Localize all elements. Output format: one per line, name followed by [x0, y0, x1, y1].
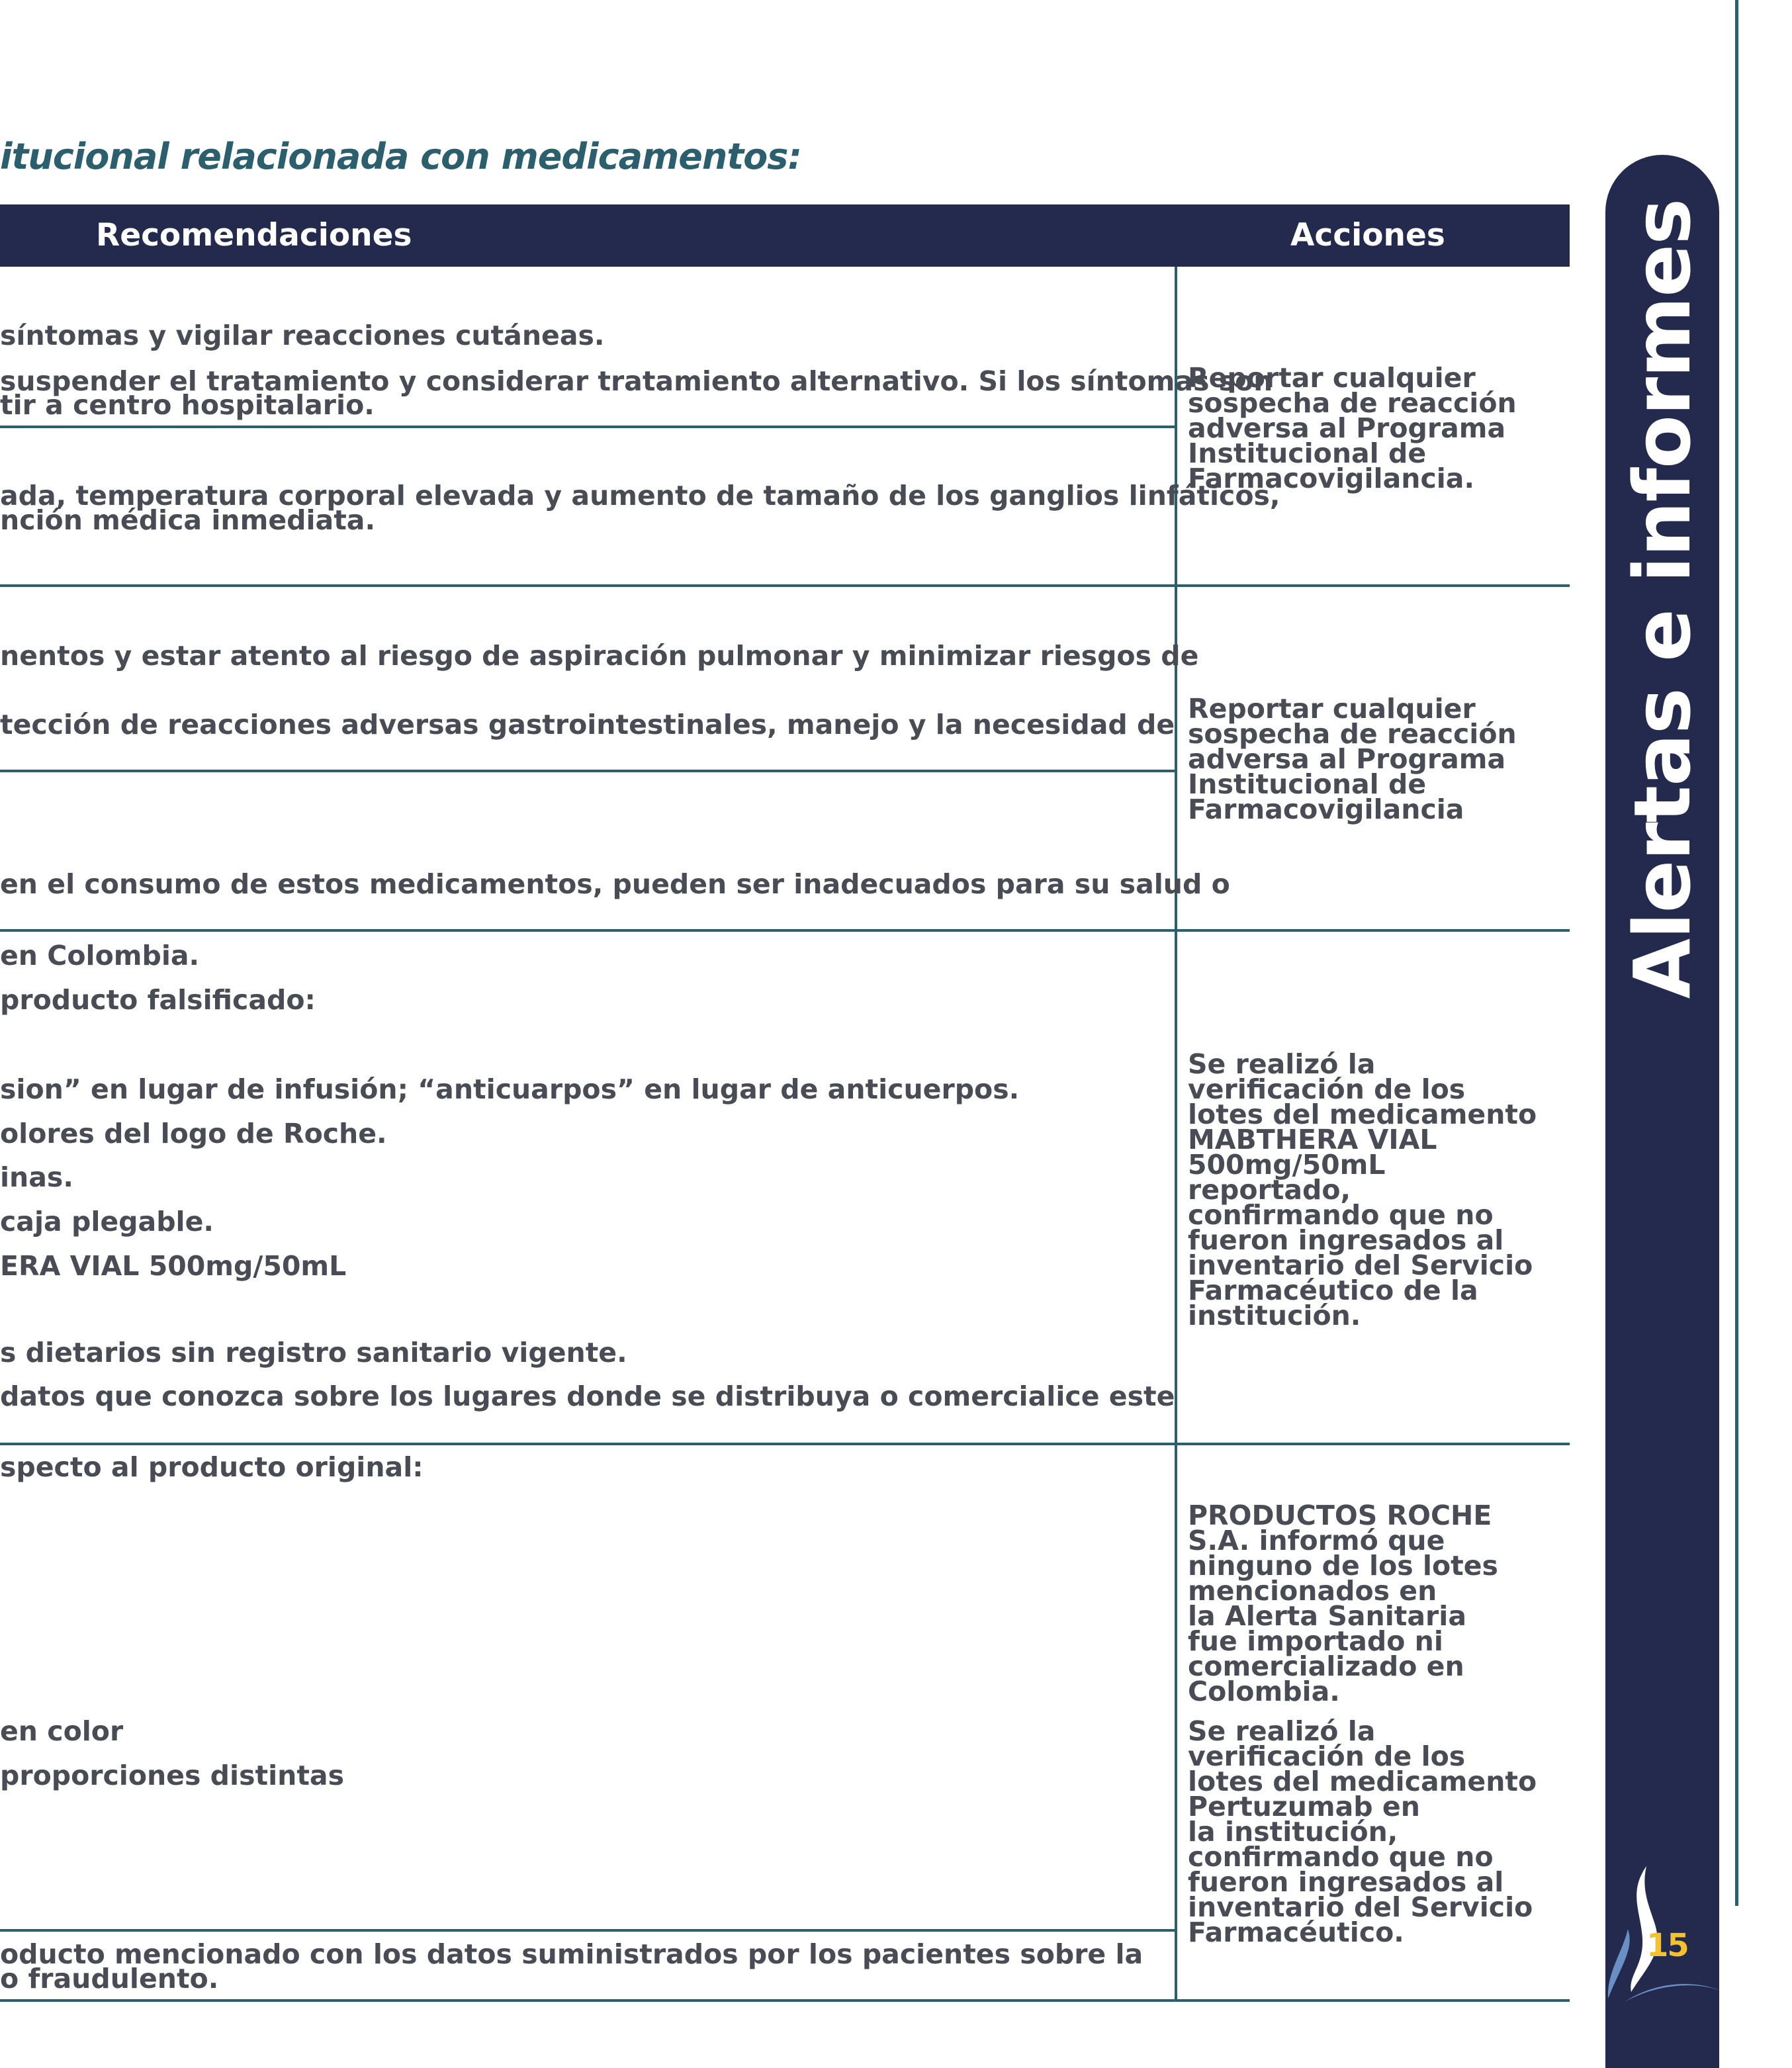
- action-text: PRODUCTOS ROCHE S.A. informó que ninguno de los lotes mencionados en la Alerta Sanitaria fue importado ni comercializado en Colombia.: [1188, 1500, 1498, 1707]
- recommendation-line: caja plegable.: [0, 1206, 214, 1237]
- row-divider: [0, 1443, 1570, 1445]
- recommendation-line: nentos y estar atento al riesgo de aspiración pulmonar y minimizar riesgos de: [0, 640, 1199, 672]
- recommendation-line: tección de reacciones adversas gastrointestinales, manejo y la necesidad de: [0, 709, 1175, 741]
- recommendation-line: síntomas y vigilar reacciones cutáneas.: [0, 320, 605, 351]
- action-cell: [1188, 1500, 1565, 1948]
- recommendation-line: inas.: [0, 1161, 73, 1193]
- action-text: Reportar cualquier sospecha de reacción adversa al Programa Institucional de Farmacovigilancia: [1188, 693, 1517, 825]
- page-edge-line: [1735, 0, 1738, 1906]
- row-divider: [0, 584, 1570, 587]
- action-cell: [1188, 1048, 1565, 1331]
- header-actions: Acciones: [1290, 217, 1445, 253]
- sidebar-title: Alertas e informes: [1617, 199, 1708, 999]
- recommendation-line: ERA VIAL 500mg/50mL: [0, 1250, 347, 1282]
- row-divider: [0, 929, 1570, 932]
- section-title: itucional relacionada con medicamentos:: [0, 136, 802, 177]
- recommendation-line: tir a centro hospitalario.: [0, 389, 375, 421]
- action-text: Se realizó la verificación de los lotes del medicamento MABTHERA VIAL 500mg/50mL reportado, confirmando que no fueron ingresados al inventario del Servicio Farmacéutico de la institución.: [1188, 1048, 1537, 1331]
- recommendation-line: o fraudulento.: [0, 1963, 219, 1995]
- recommendation-line: specto al producto original:: [0, 1451, 424, 1483]
- recommendation-line: s dietarios sin registro sanitario vigente.: [0, 1337, 627, 1369]
- column-divider: [1175, 267, 1177, 2001]
- recommendation-line: ada, temperatura corporal elevada y aumento de tamaño de los ganglios linfáticos,: [0, 480, 1280, 512]
- row-divider: [0, 1999, 1570, 2002]
- recommendation-line: oducto mencionado con los datos suministrados por los pacientes sobre la: [0, 1938, 1143, 1970]
- action-cell: [1188, 693, 1565, 825]
- row-divider: [0, 770, 1176, 772]
- recommendation-line: en Colombia.: [0, 940, 200, 971]
- recommendation-line: proporciones distintas: [0, 1760, 344, 1791]
- header-recommendations: Recomendaciones: [96, 217, 412, 253]
- action-text: Se realizó la verificación de los lotes del medicamento Pertuzumab en la institución, confirmando que no fueron ingresados al inventario del Servicio Farmacéutico.: [1188, 1715, 1537, 1948]
- recommendation-line: suspender el tratamiento y considerar tratamiento alternativo. Si los síntomas son: [0, 365, 1273, 397]
- recommendation-line: en color: [0, 1715, 124, 1747]
- action-text: Reportar cualquier sospecha de reacción adversa al Programa Institucional de Farmacovigilancia.: [1188, 362, 1517, 494]
- recommendation-line: en el consumo de estos medicamentos, pueden ser inadecuados para su salud o: [0, 868, 1230, 900]
- recommendation-line: nción médica inmediata.: [0, 504, 376, 536]
- recommendation-line: datos que conozca sobre los lugares donde se distribuya o comercialice este: [0, 1380, 1175, 1412]
- table-header: [0, 204, 1570, 267]
- action-cell: [1188, 362, 1565, 494]
- recommendation-line: producto falsificado:: [0, 984, 316, 1016]
- row-divider: [0, 1929, 1176, 1932]
- row-divider: [0, 426, 1176, 428]
- recommendation-line: sion” en lugar de infusión; “anticuarpos” en lugar de anticuerpos.: [0, 1073, 1020, 1105]
- recommendation-line: olores del logo de Roche.: [0, 1118, 387, 1149]
- page-number: 15: [1646, 1927, 1688, 1964]
